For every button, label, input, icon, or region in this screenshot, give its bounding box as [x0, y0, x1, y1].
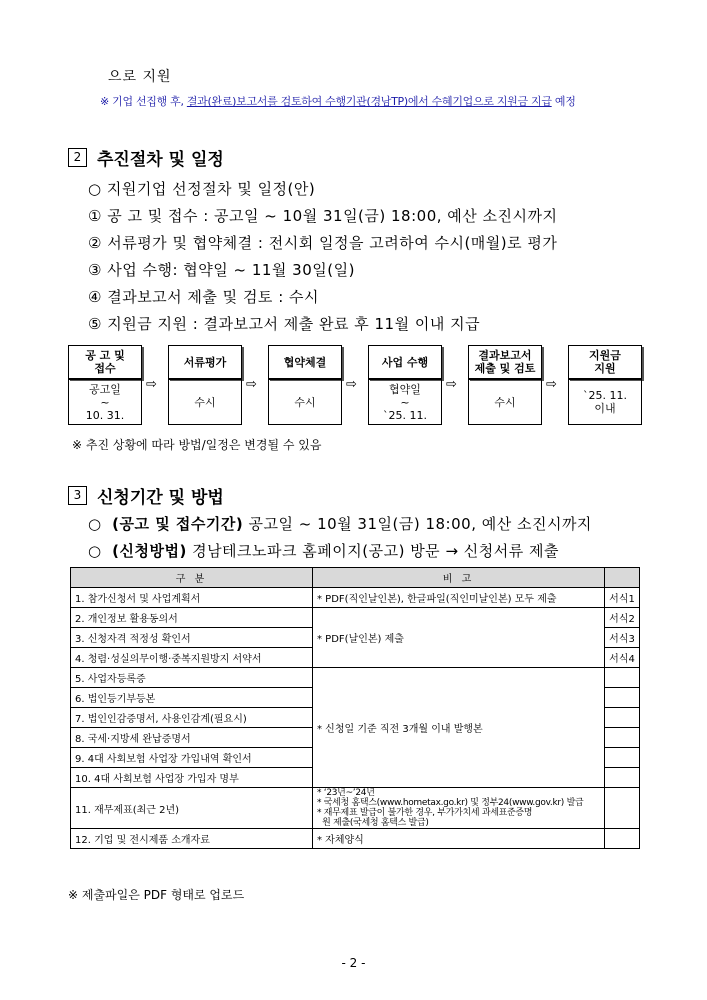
step-2: ② 서류평가 및 협약체결 : 전시회 일정을 고려하여 수시(매월)로 평가: [88, 234, 558, 252]
flow-step-head: 공 고 및 접수: [68, 345, 142, 379]
doc-item: 10. 4대 사회보험 사업장 가입자 명부: [71, 768, 313, 788]
process-flow-diagram: [68, 345, 638, 427]
doc-form: [605, 788, 640, 829]
doc-item: 2. 개인정보 활용동의서: [71, 608, 313, 628]
flow-step: [568, 345, 642, 425]
flow-step-body: 수시: [168, 379, 242, 425]
flow-step-body: 수시: [268, 379, 342, 425]
doc-remark: * 자체양식: [313, 829, 605, 849]
upload-footnote: ※ 제출파일은 PDF 형태로 업로드: [68, 888, 245, 902]
table-row: [71, 608, 640, 628]
doc-form: [605, 829, 640, 849]
doc-form: [605, 688, 640, 708]
doc-form: 서식4: [605, 648, 640, 668]
flow-step: [268, 345, 342, 425]
arrow-icon: ⇨: [146, 377, 157, 392]
doc-form: 서식2: [605, 608, 640, 628]
section2-title: 2 추진절차 및 일정: [68, 145, 224, 170]
flow-step-head: 결과보고서 제출 및 검토: [468, 345, 542, 379]
section-number-box: 2: [68, 148, 87, 167]
flow-step-head: 서류평가: [168, 345, 242, 379]
doc-form: [605, 748, 640, 768]
column-header-item: 구 분: [71, 568, 313, 588]
doc-form: [605, 708, 640, 728]
doc-item: 9. 4대 사회보험 사업장 가입내역 확인서: [71, 748, 313, 768]
doc-item: 7. 법인인감증명서, 사용인감계(필요시): [71, 708, 313, 728]
doc-remark: * PDF(날인본) 제출: [313, 608, 605, 668]
step-5: ⑤ 지원금 지원 : 결과보고서 제출 완료 후 11월 이내 지급: [88, 315, 481, 333]
doc-form: [605, 668, 640, 688]
doc-form: [605, 768, 640, 788]
column-header-form: [605, 568, 640, 588]
arrow-icon: ⇨: [346, 377, 357, 392]
doc-remark: * ‘23년~’24년 * 국세청 홈택스(www.hometax.go.kr) 및 정부24(www.gov.kr) 발급 * 재무제표 발급이 불가한 경우, 부가가치세 과세표준증명 원 제출(국세청 홈텍스 발급): [313, 788, 605, 829]
doc-item: 11. 재무제표(최근 2년): [71, 788, 313, 829]
arrow-icon: ⇨: [246, 377, 257, 392]
page-number: - 2 -: [341, 956, 366, 970]
table-row: [71, 829, 640, 849]
table-header-row: [71, 568, 640, 588]
doc-item: 6. 법인등기부등본: [71, 688, 313, 708]
flow-step: [168, 345, 242, 425]
arrow-icon: ⇨: [546, 377, 557, 392]
doc-form: 서식3: [605, 628, 640, 648]
application-method: ○ (신청방법) 경남테크노파크 홈페이지(공고) 방문 → 신청서류 제출: [88, 542, 559, 560]
doc-item: 5. 사업자등록증: [71, 668, 313, 688]
flow-step: [468, 345, 542, 425]
table-row: [71, 668, 640, 688]
table-row: [71, 588, 640, 608]
doc-item: 8. 국세·지방세 완납증명서: [71, 728, 313, 748]
flow-step-head: 협약체결: [268, 345, 342, 379]
step-4: ④ 결과보고서 제출 및 검토 : 수시: [88, 288, 319, 306]
section-number-box: 3: [68, 486, 87, 505]
doc-item: 4. 청렴·성실의무이행·중복지원방지 서약서: [71, 648, 313, 668]
required-documents-table: [70, 567, 640, 849]
payment-note: ※ 기업 선집행 후, 결과(완료)보고서를 검토하여 수행기관(경남TP)에서 수혜기업으로 지원금 지급 예정: [100, 95, 576, 108]
doc-item: 1. 참가신청서 및 사업계획서: [71, 588, 313, 608]
arrow-icon: ⇨: [446, 377, 457, 392]
flow-step-head: 지원금 지원: [568, 345, 642, 379]
flow-step-body: 수시: [468, 379, 542, 425]
flow-step-head: 사업 수행: [368, 345, 442, 379]
doc-form: [605, 728, 640, 748]
step-1: ① 공 고 및 접수 : 공고일 ~ 10월 31일(금) 18:00, 예산 소진시까지: [88, 207, 558, 225]
doc-form: 서식1: [605, 588, 640, 608]
column-header-remark: 비 고: [313, 568, 605, 588]
section2-sub: ○ 지원기업 선정절차 및 일정(안): [88, 180, 316, 198]
flow-step-body: 공고일 ~ 10. 31.: [68, 379, 142, 425]
flow-step: [68, 345, 142, 425]
intro-text: 으로 지원: [108, 69, 172, 85]
doc-item: 12. 기업 및 전시제품 소개자료: [71, 829, 313, 849]
flow-step: [368, 345, 442, 425]
doc-remark: * PDF(직인날인본), 한글파일(직인미날인본) 모두 제출: [313, 588, 605, 608]
doc-item: 3. 신청자격 적정성 확인서: [71, 628, 313, 648]
section3-title: 3 신청기간 및 방법: [68, 483, 224, 508]
table-row: [71, 788, 640, 829]
flow-step-body: 협약일 ~ `25. 11.: [368, 379, 442, 425]
application-period: ○ (공고 및 접수기간) 공고일 ~ 10월 31일(금) 18:00, 예산 소진시까지: [88, 515, 592, 533]
flow-step-body: `25. 11. 이내: [568, 379, 642, 425]
step-3: ③ 사업 수행: 협약일 ~ 11월 30일(일): [88, 261, 355, 279]
schedule-change-note: ※ 추진 상황에 따라 방법/일정은 변경될 수 있음: [72, 438, 322, 452]
doc-remark: * 신청일 기준 직전 3개월 이내 발행본: [313, 668, 605, 788]
